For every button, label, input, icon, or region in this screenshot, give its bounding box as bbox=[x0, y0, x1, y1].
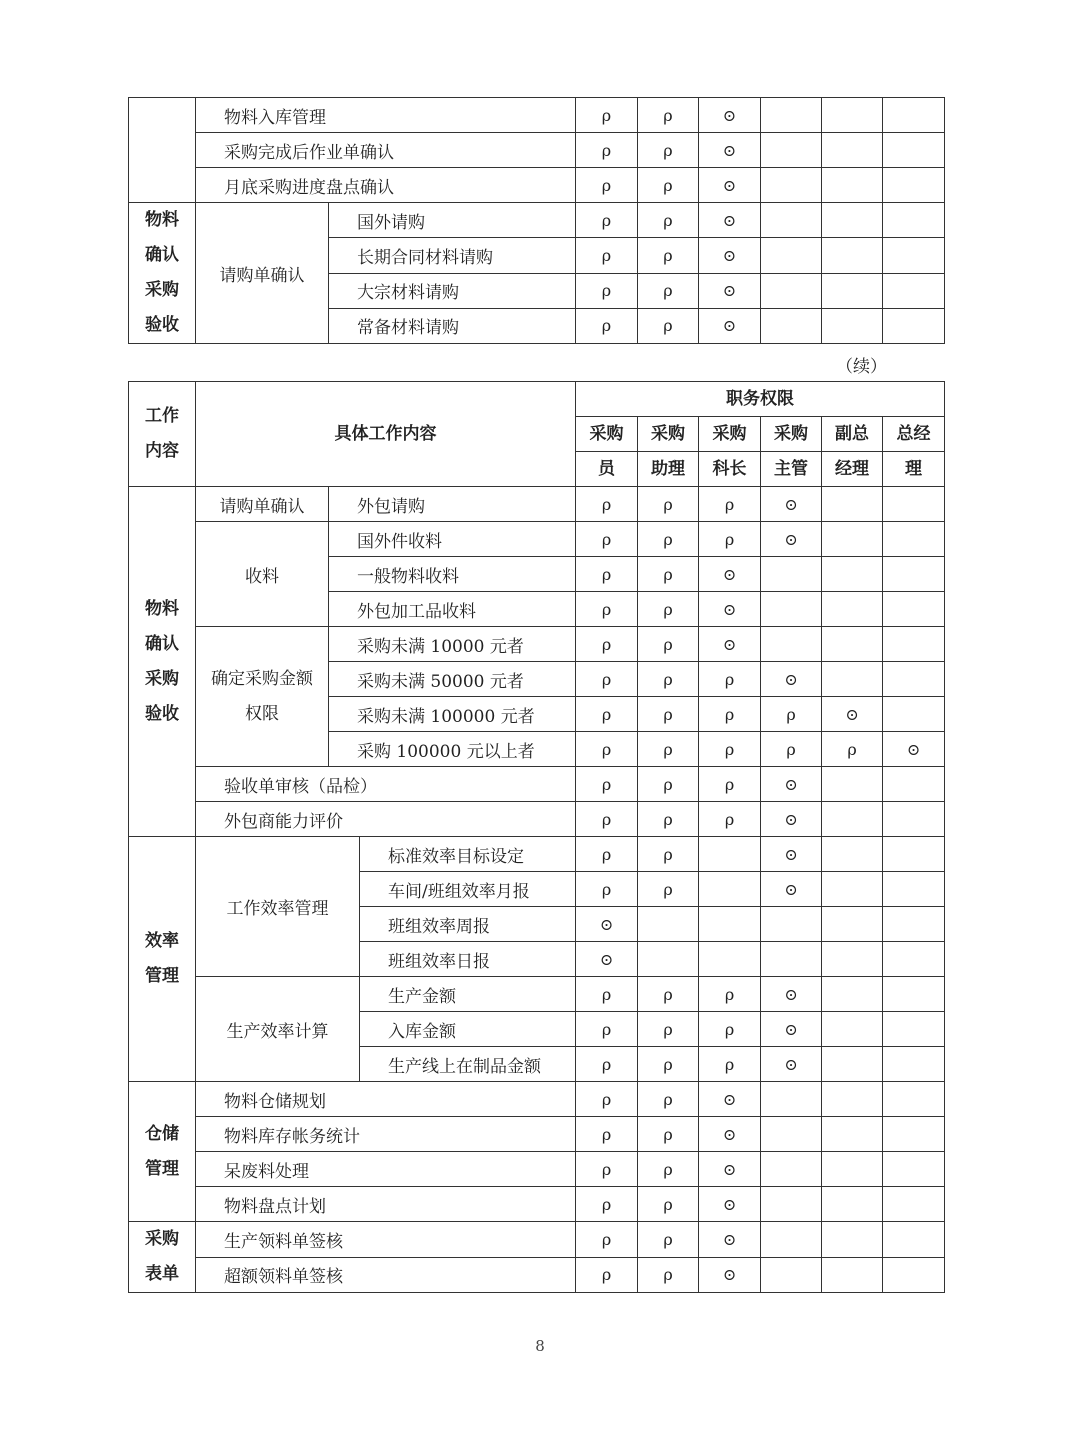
permission-cell bbox=[883, 487, 945, 522]
permission-cell: ⊙ bbox=[699, 557, 761, 592]
permission-cell: ρ bbox=[638, 522, 699, 557]
work-item: 物料仓储规划 bbox=[196, 1082, 576, 1117]
work-item: 超额领料单签核 bbox=[196, 1257, 576, 1293]
permission-cell bbox=[761, 942, 822, 977]
permission-cell bbox=[761, 1082, 822, 1117]
permission-cell: ρ bbox=[699, 662, 761, 697]
table-row bbox=[129, 1187, 945, 1222]
permission-cell bbox=[822, 1152, 883, 1187]
permission-cell bbox=[883, 1082, 945, 1117]
header-role-line2: 员 bbox=[576, 452, 638, 487]
permission-cell: ⊙ bbox=[761, 522, 822, 557]
permission-cell bbox=[822, 627, 883, 662]
permission-cell: ρ bbox=[576, 977, 638, 1012]
permission-cell: ⊙ bbox=[699, 1117, 761, 1152]
table-row bbox=[129, 168, 945, 203]
permission-cell bbox=[883, 872, 945, 907]
permission-cell bbox=[883, 308, 945, 343]
permission-cell: ρ bbox=[576, 802, 638, 837]
permission-cell: ρ bbox=[576, 837, 638, 872]
permission-cell bbox=[761, 1187, 822, 1222]
section-label-line: 表单 bbox=[145, 1264, 179, 1284]
permission-cell: ρ bbox=[638, 1187, 699, 1222]
permission-cell bbox=[822, 1012, 883, 1047]
permission-cell: ρ bbox=[699, 767, 761, 802]
table-row bbox=[129, 382, 945, 417]
permission-cell bbox=[822, 592, 883, 627]
permission-cell: ρ bbox=[638, 1257, 699, 1293]
permission-cell bbox=[761, 557, 822, 592]
permission-cell bbox=[761, 592, 822, 627]
permission-cell bbox=[822, 942, 883, 977]
permission-cell: ⊙ bbox=[699, 238, 761, 273]
section-label-line: 确认 bbox=[145, 245, 179, 265]
work-item: 采购 100000 元以上者 bbox=[329, 732, 576, 767]
permission-cell: ρ bbox=[576, 697, 638, 732]
work-item: 验收单审核（品检） bbox=[196, 767, 576, 802]
permission-cell: ρ bbox=[576, 133, 638, 168]
section-label-line: 效率 bbox=[145, 931, 179, 951]
table-row bbox=[129, 1222, 945, 1258]
permission-cell bbox=[761, 168, 822, 203]
permission-cell: ρ bbox=[576, 592, 638, 627]
permission-cell: ρ bbox=[761, 732, 822, 767]
permission-cell: ρ bbox=[761, 697, 822, 732]
table-row bbox=[129, 487, 945, 522]
permission-cell: ρ bbox=[638, 977, 699, 1012]
permission-cell: ρ bbox=[638, 662, 699, 697]
permission-cell: ρ bbox=[576, 487, 638, 522]
permission-cell bbox=[761, 98, 822, 133]
permission-cell: ⊙ bbox=[699, 1187, 761, 1222]
permission-cell bbox=[883, 238, 945, 273]
permission-cell bbox=[822, 133, 883, 168]
sub-category: 生产效率计算 bbox=[196, 977, 360, 1082]
section-label-line: 确认 bbox=[145, 633, 179, 654]
permission-cell: ⊙ bbox=[761, 1047, 822, 1082]
permission-cell bbox=[883, 662, 945, 697]
permission-cell bbox=[883, 522, 945, 557]
permission-cell: ρ bbox=[638, 767, 699, 802]
permission-cell bbox=[822, 522, 883, 557]
permission-cell: ρ bbox=[638, 98, 699, 133]
permission-cell: ρ bbox=[638, 487, 699, 522]
permission-cell: ρ bbox=[576, 1012, 638, 1047]
permission-cell: ρ bbox=[576, 273, 638, 308]
permission-cell: ρ bbox=[699, 697, 761, 732]
table-row bbox=[129, 627, 945, 662]
permission-cell: ρ bbox=[576, 732, 638, 767]
permission-cell: ρ bbox=[576, 872, 638, 907]
permission-cell bbox=[883, 697, 945, 732]
section-label-line: 物料 bbox=[145, 598, 179, 619]
permission-cell bbox=[883, 1187, 945, 1222]
permission-cell: ρ bbox=[638, 732, 699, 767]
header-role-line2: 助理 bbox=[638, 452, 699, 487]
section-label bbox=[129, 1222, 196, 1293]
permission-cell bbox=[822, 802, 883, 837]
permission-cell: ρ bbox=[638, 238, 699, 273]
permission-cell: ⊙ bbox=[761, 662, 822, 697]
permission-cell bbox=[883, 273, 945, 308]
permission-cell: ρ bbox=[638, 592, 699, 627]
permission-cell bbox=[883, 592, 945, 627]
permission-cell: ⊙ bbox=[761, 802, 822, 837]
work-item: 国外件收料 bbox=[329, 522, 576, 557]
permission-cell: ρ bbox=[576, 308, 638, 343]
permission-cell bbox=[883, 942, 945, 977]
table-row bbox=[129, 837, 945, 872]
permission-cell bbox=[883, 802, 945, 837]
permission-cell bbox=[883, 977, 945, 1012]
table-row bbox=[129, 1117, 945, 1152]
header-role-line2: 理 bbox=[883, 452, 945, 487]
permission-cell: ρ bbox=[699, 487, 761, 522]
section-label-line: 管理 bbox=[145, 966, 179, 986]
header-role-line1: 副总 bbox=[822, 417, 883, 452]
permission-cell: ρ bbox=[638, 273, 699, 308]
table-row bbox=[129, 203, 945, 238]
permission-cell bbox=[761, 1257, 822, 1293]
work-item: 大宗材料请购 bbox=[329, 273, 576, 308]
permission-cell: ⊙ bbox=[699, 1222, 761, 1258]
permission-cell: ρ bbox=[699, 802, 761, 837]
table-row bbox=[129, 802, 945, 837]
permission-cell bbox=[822, 767, 883, 802]
section-label-line: 管理 bbox=[145, 1158, 179, 1179]
permission-cell: ρ bbox=[699, 1047, 761, 1082]
header-role-line1: 总经 bbox=[883, 417, 945, 452]
header-role-line1: 采购 bbox=[761, 417, 822, 452]
sub-category: 请购单确认 bbox=[196, 487, 329, 522]
section-label-line: 仓储 bbox=[145, 1123, 179, 1144]
work-item: 班组效率周报 bbox=[360, 907, 576, 942]
permission-cell bbox=[699, 872, 761, 907]
header-work-content-line: 工作 bbox=[145, 406, 179, 426]
permission-cell bbox=[883, 1152, 945, 1187]
work-item: 长期合同材料请购 bbox=[329, 238, 576, 273]
permission-cell: ρ bbox=[638, 627, 699, 662]
permission-cell: ⊙ bbox=[761, 767, 822, 802]
permission-cell: ⊙ bbox=[761, 837, 822, 872]
permission-cell: ⊙ bbox=[699, 133, 761, 168]
permission-cell: ρ bbox=[699, 1012, 761, 1047]
permission-cell bbox=[883, 1222, 945, 1258]
permission-cell bbox=[822, 1257, 883, 1293]
section-label-empty bbox=[129, 98, 196, 203]
permission-cell: ⊙ bbox=[699, 168, 761, 203]
permission-cell bbox=[883, 203, 945, 238]
permission-cell: ρ bbox=[638, 1152, 699, 1187]
permission-cell bbox=[883, 168, 945, 203]
work-item: 月底采购进度盘点确认 bbox=[196, 168, 576, 203]
permission-cell: ρ bbox=[638, 1117, 699, 1152]
work-item: 采购未满 50000 元者 bbox=[329, 662, 576, 697]
header-role-line2: 主管 bbox=[761, 452, 822, 487]
permission-cell bbox=[822, 1222, 883, 1258]
permission-cell bbox=[883, 98, 945, 133]
permission-cell: ρ bbox=[576, 627, 638, 662]
permission-cell: ⊙ bbox=[576, 942, 638, 977]
work-item: 呆废料处理 bbox=[196, 1152, 576, 1187]
section-label-line: 物料 bbox=[145, 210, 179, 230]
permission-cell: ρ bbox=[638, 1012, 699, 1047]
work-item: 外包商能力评价 bbox=[196, 802, 576, 837]
permission-cell bbox=[883, 1047, 945, 1082]
sub-category: 工作效率管理 bbox=[196, 837, 360, 977]
permission-cell: ρ bbox=[576, 1152, 638, 1187]
permission-cell: ρ bbox=[822, 732, 883, 767]
permission-cell bbox=[883, 1012, 945, 1047]
permission-cell: ⊙ bbox=[699, 273, 761, 308]
permission-cell bbox=[883, 557, 945, 592]
section-label-line: 验收 bbox=[145, 315, 179, 335]
work-item: 外包请购 bbox=[329, 487, 576, 522]
permission-cell: ⊙ bbox=[699, 1257, 761, 1293]
permission-cell bbox=[638, 907, 699, 942]
permission-cell: ρ bbox=[638, 168, 699, 203]
header-role-line2: 经理 bbox=[822, 452, 883, 487]
header-role-line1: 采购 bbox=[576, 417, 638, 452]
permission-cell bbox=[822, 872, 883, 907]
table-row bbox=[129, 977, 945, 1012]
sub-category-line: 确定采购金额 bbox=[211, 668, 313, 689]
table-row bbox=[129, 1257, 945, 1293]
permission-cell: ρ bbox=[638, 557, 699, 592]
permission-cell: ρ bbox=[576, 557, 638, 592]
table-row bbox=[129, 1082, 945, 1117]
permission-cell: ρ bbox=[638, 308, 699, 343]
permission-cell bbox=[822, 1047, 883, 1082]
page-number: 8 bbox=[535, 1337, 545, 1355]
permission-cell bbox=[822, 273, 883, 308]
permission-cell bbox=[761, 1152, 822, 1187]
work-item: 物料入库管理 bbox=[196, 98, 576, 133]
permission-cell: ρ bbox=[576, 767, 638, 802]
permission-cell: ρ bbox=[638, 697, 699, 732]
work-item: 生产线上在制品金额 bbox=[360, 1047, 576, 1082]
section-label bbox=[129, 203, 196, 344]
permission-cell bbox=[761, 273, 822, 308]
work-item: 入库金额 bbox=[360, 1012, 576, 1047]
permission-cell bbox=[822, 203, 883, 238]
permission-cell bbox=[761, 238, 822, 273]
permission-cell: ρ bbox=[576, 662, 638, 697]
permission-cell: ⊙ bbox=[699, 592, 761, 627]
permission-cell bbox=[822, 662, 883, 697]
table-row bbox=[129, 133, 945, 168]
table-row bbox=[129, 522, 945, 557]
permission-cell: ρ bbox=[699, 977, 761, 1012]
sub-category bbox=[196, 627, 329, 767]
permission-cell: ⊙ bbox=[761, 872, 822, 907]
permission-cell bbox=[883, 1117, 945, 1152]
header-role-line1: 采购 bbox=[699, 417, 761, 452]
permission-cell bbox=[822, 487, 883, 522]
permission-cell: ρ bbox=[576, 203, 638, 238]
permission-cell bbox=[883, 133, 945, 168]
permission-cell bbox=[761, 1117, 822, 1152]
permission-cell: ⊙ bbox=[761, 977, 822, 1012]
work-item: 常备材料请购 bbox=[329, 308, 576, 343]
header-authority: 职务权限 bbox=[576, 382, 945, 417]
permission-cell: ⊙ bbox=[576, 907, 638, 942]
permission-cell: ρ bbox=[576, 238, 638, 273]
permission-cell bbox=[822, 98, 883, 133]
table-row bbox=[129, 767, 945, 802]
permission-cell: ρ bbox=[638, 1082, 699, 1117]
work-item: 国外请购 bbox=[329, 203, 576, 238]
permission-cell bbox=[822, 308, 883, 343]
permission-cell bbox=[822, 1187, 883, 1222]
permission-cell bbox=[761, 133, 822, 168]
permission-table-main bbox=[128, 381, 945, 1293]
permission-cell: ⊙ bbox=[699, 203, 761, 238]
header-role-line1: 采购 bbox=[638, 417, 699, 452]
permission-cell bbox=[883, 627, 945, 662]
sub-category: 请购单确认 bbox=[196, 203, 329, 344]
permission-cell bbox=[822, 907, 883, 942]
permission-cell: ρ bbox=[576, 1117, 638, 1152]
permission-cell bbox=[699, 942, 761, 977]
permission-cell bbox=[761, 203, 822, 238]
section-label-line: 采购 bbox=[145, 1229, 179, 1249]
permission-cell: ⊙ bbox=[883, 732, 945, 767]
permission-cell: ρ bbox=[576, 1257, 638, 1293]
section-label-line: 验收 bbox=[145, 703, 179, 724]
section-label-line: 采购 bbox=[145, 668, 179, 689]
work-item: 外包加工品收料 bbox=[329, 592, 576, 627]
permission-cell: ⊙ bbox=[699, 308, 761, 343]
permission-cell bbox=[638, 942, 699, 977]
permission-cell: ⊙ bbox=[699, 98, 761, 133]
permission-cell bbox=[822, 238, 883, 273]
permission-cell: ρ bbox=[638, 837, 699, 872]
permission-cell bbox=[822, 837, 883, 872]
table-row bbox=[129, 1152, 945, 1187]
permission-table-top bbox=[128, 97, 945, 344]
permission-cell bbox=[761, 308, 822, 343]
work-item: 生产金额 bbox=[360, 977, 576, 1012]
permission-cell: ρ bbox=[638, 203, 699, 238]
work-item: 采购未满 10000 元者 bbox=[329, 627, 576, 662]
work-item: 标准效率目标设定 bbox=[360, 837, 576, 872]
section-label bbox=[129, 837, 196, 1082]
sub-category: 收料 bbox=[196, 522, 329, 627]
permission-cell: ⊙ bbox=[699, 1082, 761, 1117]
permission-cell bbox=[699, 907, 761, 942]
permission-cell bbox=[822, 1082, 883, 1117]
permission-cell bbox=[761, 907, 822, 942]
permission-cell bbox=[883, 1257, 945, 1293]
sub-category-line: 权限 bbox=[245, 703, 279, 724]
permission-cell: ⊙ bbox=[822, 697, 883, 732]
permission-cell: ρ bbox=[576, 168, 638, 203]
permission-cell bbox=[699, 837, 761, 872]
permission-cell: ⊙ bbox=[699, 1152, 761, 1187]
work-item: 班组效率日报 bbox=[360, 942, 576, 977]
permission-cell bbox=[822, 977, 883, 1012]
work-item: 车间/班组效率月报 bbox=[360, 872, 576, 907]
permission-cell: ρ bbox=[638, 872, 699, 907]
permission-cell: ρ bbox=[576, 522, 638, 557]
permission-cell: ⊙ bbox=[761, 487, 822, 522]
continued-label: （续） bbox=[836, 357, 887, 377]
work-item: 采购未满 100000 元者 bbox=[329, 697, 576, 732]
permission-cell bbox=[883, 837, 945, 872]
permission-cell bbox=[822, 557, 883, 592]
permission-cell: ρ bbox=[576, 98, 638, 133]
permission-cell bbox=[761, 627, 822, 662]
permission-cell bbox=[822, 168, 883, 203]
permission-cell: ρ bbox=[699, 732, 761, 767]
permission-cell bbox=[883, 907, 945, 942]
header-specific-content: 具体工作内容 bbox=[196, 382, 576, 487]
header-role-line2: 科长 bbox=[699, 452, 761, 487]
permission-cell: ρ bbox=[638, 133, 699, 168]
permission-cell: ρ bbox=[576, 1187, 638, 1222]
permission-cell: ρ bbox=[576, 1082, 638, 1117]
table-row bbox=[129, 98, 945, 133]
header-work-content-line: 内容 bbox=[145, 441, 179, 461]
work-item: 一般物料收料 bbox=[329, 557, 576, 592]
permission-cell: ρ bbox=[576, 1222, 638, 1258]
section-label bbox=[129, 487, 196, 837]
work-item: 采购完成后作业单确认 bbox=[196, 133, 576, 168]
permission-cell bbox=[822, 1117, 883, 1152]
work-item: 物料库存帐务统计 bbox=[196, 1117, 576, 1152]
permission-cell bbox=[761, 1222, 822, 1258]
work-item: 物料盘点计划 bbox=[196, 1187, 576, 1222]
permission-cell: ρ bbox=[576, 1047, 638, 1082]
permission-cell: ⊙ bbox=[699, 627, 761, 662]
section-label-line: 采购 bbox=[145, 280, 179, 300]
permission-cell bbox=[883, 767, 945, 802]
permission-cell: ⊙ bbox=[761, 1012, 822, 1047]
permission-cell: ρ bbox=[638, 802, 699, 837]
permission-cell: ρ bbox=[699, 522, 761, 557]
permission-cell: ρ bbox=[638, 1047, 699, 1082]
header-work-content bbox=[129, 382, 196, 487]
section-label bbox=[129, 1082, 196, 1222]
work-item: 生产领料单签核 bbox=[196, 1222, 576, 1258]
permission-cell: ρ bbox=[638, 1222, 699, 1258]
